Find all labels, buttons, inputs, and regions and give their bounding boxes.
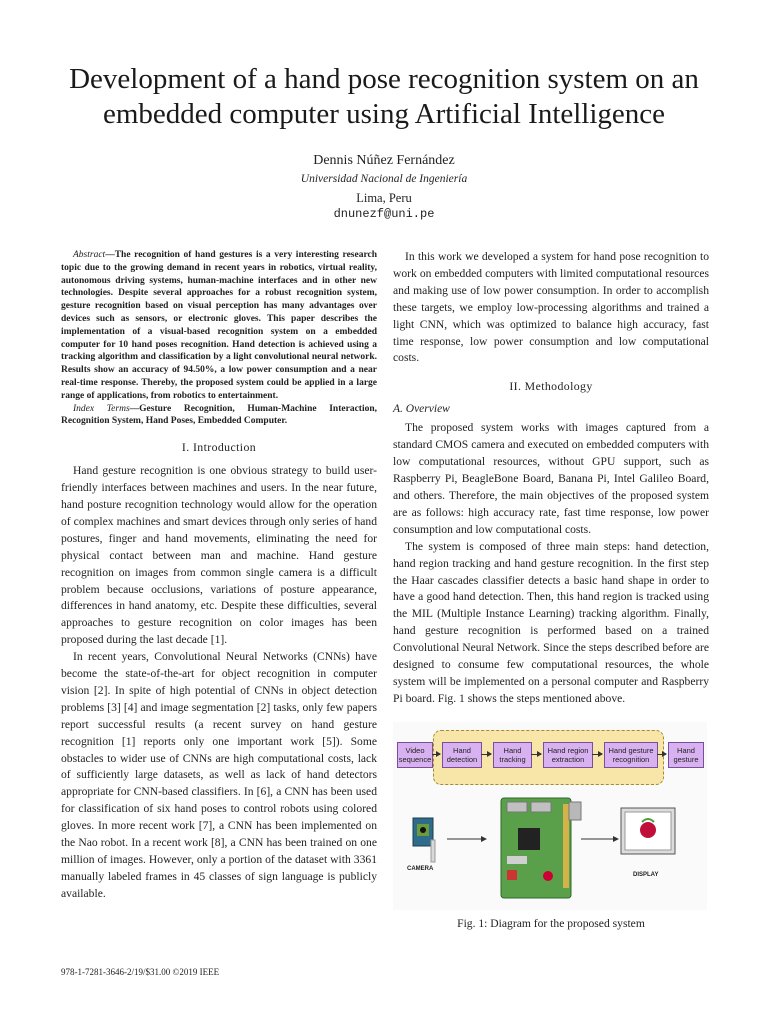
section-heading-introduction: I. Introduction [181,440,257,455]
abstract [61,249,377,428]
block-hand-detection: Hand detection [442,742,482,768]
abstract-lead: Abstract [73,250,106,260]
paper-title: Development of a hand pose recognition system on an embedded computer using Artificial Intelligence [69,63,699,130]
author-name: Dennis Núñez Fernández [313,153,455,168]
camera-label: CAMERA [407,865,434,872]
figure-diagram [393,722,707,910]
section-heading-methodology: II. Methodology [509,379,593,394]
introduction-body [61,463,377,903]
arrow-5 [657,754,666,755]
block-video-sequence: Video sequence [397,742,433,768]
method-paragraph-2: The system is composed of three main steps: hand detection, hand region tracking and hand gesture recognition. In the first step the Haar cascades classifier detects a basic hand shape in order to have a good hand detection. Then, this hand region is tracked using the MIL (Multiple Instance Learning) tracking algorithm. Finally, hand gesture recognition is performed based on a trained Convolutional Neural Network. Since the steps described before are designed to consume few computational resources, the whole system will be implemented on a personal computer and Raspberry Pi board. Fig. 1 shows the steps mentioned above. [393,539,709,705]
affiliation: Universidad Nacional de Ingeniería [300,173,468,185]
method-paragraph-1: The proposed system works with images captured from a standard CMOS camera and executed on embedded computers with low computational resources, without GPU support, such as Raspberry Pi, BeagleBone Board, Banana Pi, Intel Galileo Board, and others. Therefore, the main objectives of the proposed system are as follows: high accuracy rate, fast time response, low power consumption and low computational costs. [393,421,709,536]
block-hand-region-extraction: Hand region extraction [543,742,593,768]
intro-paragraph-3: In this work we developed a system for hand pose recognition to work on embedded computers with limited computational resources and making use of low power consumption. In order to accomplish these targets, we employ low-processing algorithms and trained a light CNN, which was optimized to balance high accuracy, fast time response, low power consumption and low computational costs. [393,250,709,365]
location: Lima, Peru [356,191,412,205]
raspberry-pi-board-icon [501,798,581,898]
block-hand-gesture: Hand gesture [668,742,704,768]
display-label: DISPLAY [633,871,659,878]
hardware-illustration [403,794,703,906]
left-column [61,249,377,903]
methodology-body [393,420,709,707]
display-screen-icon [621,808,675,854]
subsection-heading-overview: A. Overview [393,403,450,416]
intro-paragraph-1: Hand gesture recognition is one obvious strategy to build user-friendly interfaces between machines and users. In the near future, hand posture recognition technology would allow for the operation of complex machines and smart devices through only series of hand postures, finger and hand movements, eliminating the need for physical contact between man and machine. Hand gesture recognition on images from common single camera is a difficult problem because occlusions, variations of posture appearance, differences in hand anatomy, etc. Despite these difficulties, several approaches to gesture recognition on color images has been proposed during the last decade [1]. [61,464,377,647]
arrow-1 [432,754,440,755]
abstract-text: —The recognition of hand gestures is a very interesting research topic due to the growing demand in recent years in robotics, virtual reality, autonomous driving systems, human-machine interfaces and in other new technologies. Despite several approaches for a robust recognition system, gesture recognition based on visual perception has many advantages over devices such as sensors, or electronic gloves. This paper describes the implementation of a visual-based recognition system on a embedded computer for 10 hand poses recognition. Hand detection is achieved using a tracking algorithm and classification by a light convolutional neural network. Results show an accuracy of 94.50%, a low power consumption and a near real-time response. Thereby, the proposed system could be applied in a large range of applications, from robotics to entertainment. [61,250,377,401]
arrow-3 [531,754,541,755]
author-email: dnunezf@uni.pe [333,207,435,221]
intro-paragraph-2: In recent years, Convolutional Neural Networks (CNNs) have become the state-of-the-art for object recognition in computer vision [2]. In spite of high potential of CNNs in object detection problems [3] [4] and image segmentation [2] tasks, only few papers report successful results (a recent survey on hand gesture recognition [1] reports only one important work [5]). Some obstacles to wider use of CNNs are high computational costs, lack of sufficiently large datasets, as well as lack of hand detectors appropriate for CNN-based classifiers. In [6], a CNN has been used for classification of six hand poses to control robots using colored gloves. In more recent work [7], a CNN has been implemented on the Nao robot. In a recent work [8], a CNN has been trained on one million of images. However, only a portion of the dataset with 3361 manually labeled frames in 45 classes of sign language is publicly available. [61,650,377,900]
block-hand-tracking: Hand tracking [493,742,532,768]
index-terms-lead: Index Terms [73,403,130,414]
arrow-2 [481,754,491,755]
figure-caption: Fig. 1: Diagram for the proposed system [457,916,645,930]
camera-module-icon [413,818,435,862]
index-terms-text: —Gesture Recognition, Human-Machine Interaction, Recognition System, Hand Poses, Embedded Computer. [61,403,377,427]
arrow-4 [592,754,602,755]
block-hand-gesture-recognition: Hand gesture recognition [604,742,658,768]
right-intro-body [393,249,709,367]
right-column [393,249,709,932]
footer-copyright: 978-1-7281-3646-2/19/$31.00 ©2019 IEEE [61,967,220,977]
